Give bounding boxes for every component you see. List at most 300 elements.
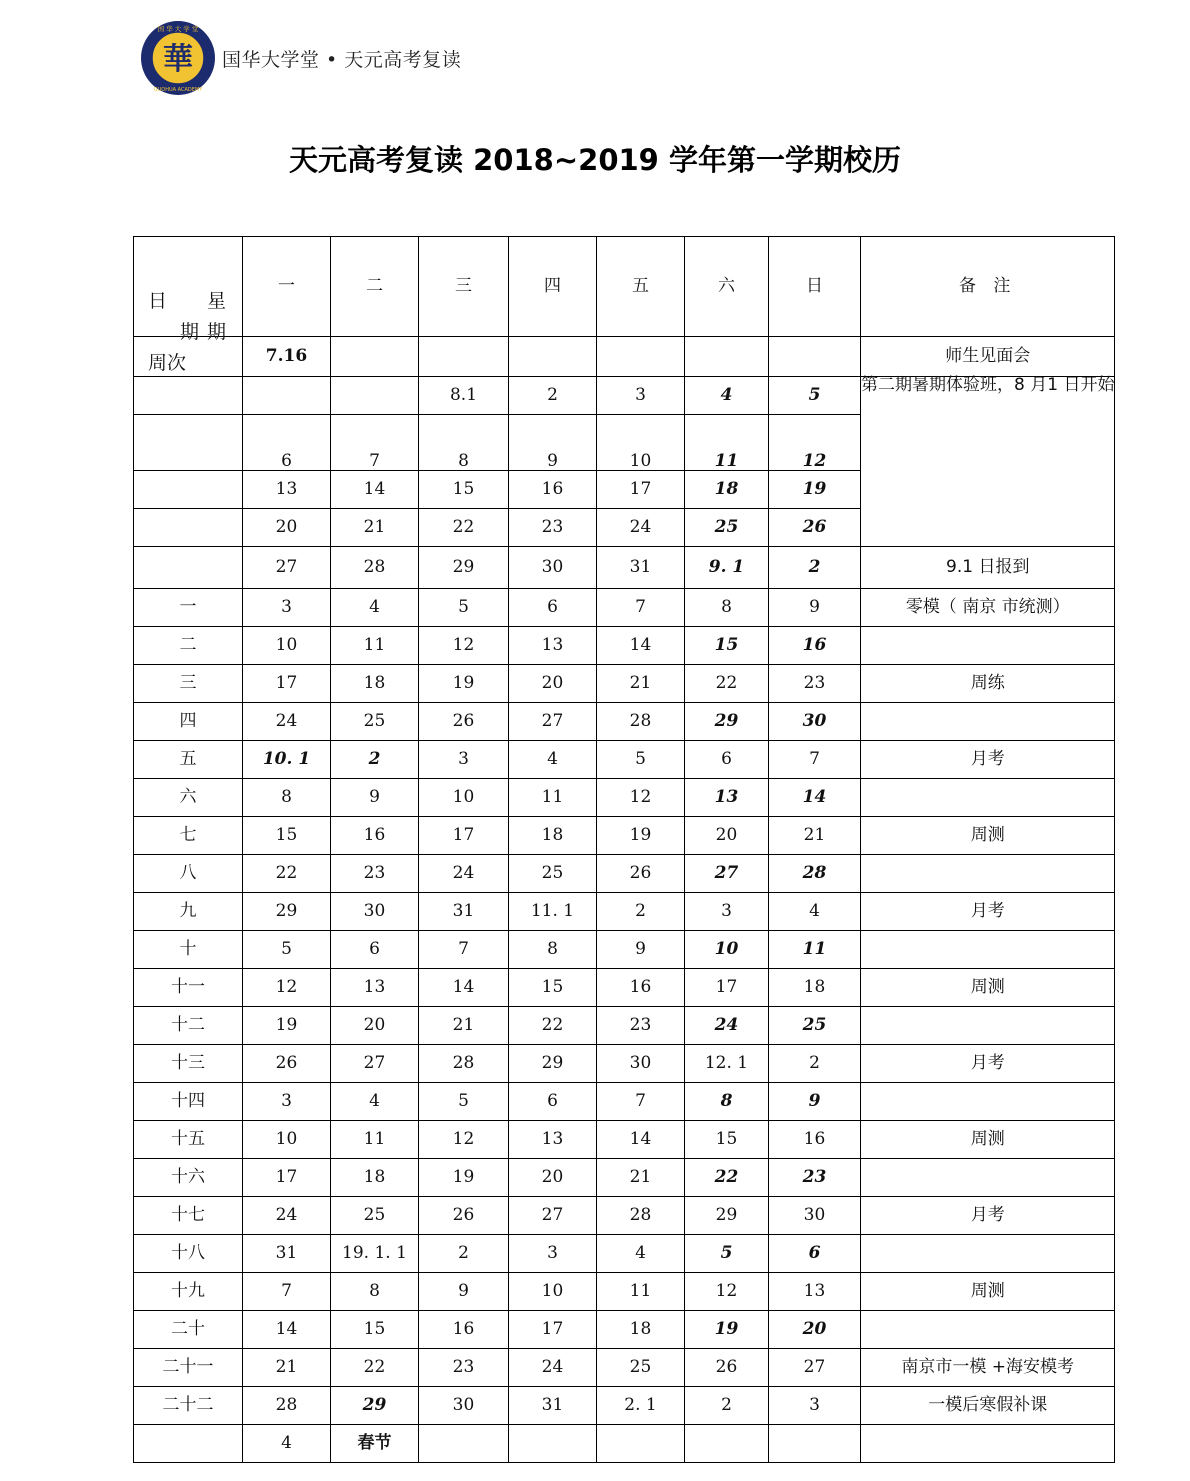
corner-label-qi2: 期 [207, 320, 227, 343]
date-cell: 29 [509, 1045, 597, 1083]
date-cell: 29 [419, 547, 509, 589]
date-cell: 11 [597, 1273, 685, 1311]
date-cell: 17 [243, 665, 331, 703]
remark-header: 备 注 [861, 237, 1115, 337]
date-cell: 9 [331, 779, 419, 817]
week-number-cell [134, 471, 243, 509]
date-cell: 11 [331, 1121, 419, 1159]
date-cell: 12 [769, 415, 861, 471]
date-cell: 26 [769, 509, 861, 547]
week-number-cell [134, 415, 243, 471]
date-cell: 10 [419, 779, 509, 817]
date-cell: 24 [243, 703, 331, 741]
remark-cell [861, 855, 1115, 893]
date-cell: 10 [243, 627, 331, 665]
date-cell: 25 [685, 509, 769, 547]
date-cell: 15 [243, 817, 331, 855]
date-cell: 10 [685, 931, 769, 969]
date-cell: 2 [419, 1235, 509, 1273]
date-cell: 17 [419, 817, 509, 855]
remark-cell: 南京市一模 +海安模考 [861, 1349, 1115, 1387]
date-cell: 27 [331, 1045, 419, 1083]
remark-cell: 周练 [861, 665, 1115, 703]
date-cell: 11. 1 [509, 893, 597, 931]
corner-label-zhouci: 周次 [148, 351, 187, 374]
date-cell: 8.1 [419, 377, 509, 415]
date-cell: 13 [243, 471, 331, 509]
date-cell: 19 [597, 817, 685, 855]
table-row [134, 779, 1115, 817]
date-cell: 25 [331, 1197, 419, 1235]
table-row [134, 377, 1115, 415]
date-cell: 12 [685, 1273, 769, 1311]
week-number-cell: 八 [134, 855, 243, 893]
date-cell: 20 [685, 817, 769, 855]
date-cell: 11 [331, 627, 419, 665]
date-cell [769, 337, 861, 377]
date-cell: 31 [419, 893, 509, 931]
date-cell: 23 [331, 855, 419, 893]
week-number-cell [134, 1425, 243, 1463]
date-cell: 27 [769, 1349, 861, 1387]
date-cell: 7 [597, 589, 685, 627]
date-cell: 17 [509, 1311, 597, 1349]
date-cell: 12 [419, 627, 509, 665]
date-cell: 23 [509, 509, 597, 547]
table-row [134, 1045, 1115, 1083]
date-cell: 6 [769, 1235, 861, 1273]
date-cell: 19 [419, 665, 509, 703]
week-number-cell: 十六 [134, 1159, 243, 1197]
week-number-cell: 十八 [134, 1235, 243, 1273]
remark-cell: 月考 [861, 741, 1115, 779]
date-cell: 9 [597, 931, 685, 969]
table-row [134, 1387, 1115, 1425]
corner-label-qi: 期 [180, 320, 200, 343]
date-cell: 3 [769, 1387, 861, 1425]
date-cell: 27 [509, 703, 597, 741]
school-seal-logo-icon [140, 20, 216, 96]
date-cell: 2 [597, 893, 685, 931]
date-cell: 20 [769, 1311, 861, 1349]
date-cell: 18 [331, 665, 419, 703]
date-cell [331, 337, 419, 377]
date-cell: 13 [769, 1273, 861, 1311]
remark-cell [861, 931, 1115, 969]
date-cell: 6 [509, 589, 597, 627]
date-cell: 22 [331, 1349, 419, 1387]
week-number-cell: 三 [134, 665, 243, 703]
remark-cell: 周测 [861, 969, 1115, 1007]
date-cell: 25 [597, 1349, 685, 1387]
date-cell: 28 [243, 1387, 331, 1425]
date-cell [243, 377, 331, 415]
org-name: 国华大学堂 • 天元高考复读 [222, 48, 462, 71]
date-cell: 18 [769, 969, 861, 1007]
remark-cell: 月考 [861, 893, 1115, 931]
table-row [134, 1425, 1115, 1463]
table-row [134, 1235, 1115, 1273]
date-cell: 7 [331, 415, 419, 471]
date-cell: 7 [243, 1273, 331, 1311]
week-number-cell: 六 [134, 779, 243, 817]
remark-cell: 9.1 日报到 [861, 547, 1115, 589]
date-cell: 10 [597, 415, 685, 471]
date-cell: 30 [769, 1197, 861, 1235]
date-cell: 8 [685, 589, 769, 627]
date-cell: 18 [685, 471, 769, 509]
date-cell: 12 [419, 1121, 509, 1159]
remark-cell: 周测 [861, 817, 1115, 855]
date-cell: 29 [331, 1387, 419, 1425]
date-cell: 4 [331, 589, 419, 627]
svg-text:華: 華 [163, 42, 193, 77]
date-cell: 2 [769, 547, 861, 589]
table-row [134, 817, 1115, 855]
week-number-cell [134, 547, 243, 589]
date-cell: 30 [597, 1045, 685, 1083]
date-cell: 25 [509, 855, 597, 893]
date-cell: 27 [509, 1197, 597, 1235]
week-number-cell: 四 [134, 703, 243, 741]
date-cell: 26 [419, 1197, 509, 1235]
date-cell: 9. 1 [685, 547, 769, 589]
week-number-cell: 二十一 [134, 1349, 243, 1387]
date-cell: 16 [597, 969, 685, 1007]
date-cell: 2 [685, 1387, 769, 1425]
remark-cell [861, 627, 1115, 665]
date-cell [597, 337, 685, 377]
date-cell: 13 [509, 627, 597, 665]
week-number-cell: 二十 [134, 1311, 243, 1349]
date-cell: 4 [685, 377, 769, 415]
date-cell: 6 [243, 415, 331, 471]
date-cell: 8 [243, 779, 331, 817]
date-cell: 16 [509, 471, 597, 509]
date-cell: 2 [509, 377, 597, 415]
date-cell: 5 [597, 741, 685, 779]
remark-cell: 第二期暑期体验班，8 月1 日开始 [861, 377, 1115, 547]
week-number-cell: 十一 [134, 969, 243, 1007]
week-number-cell: 九 [134, 893, 243, 931]
table-row [134, 893, 1115, 931]
date-cell: 13 [331, 969, 419, 1007]
date-cell: 12. 1 [685, 1045, 769, 1083]
date-cell: 25 [769, 1007, 861, 1045]
date-cell: 8 [685, 1083, 769, 1121]
week-number-cell: 十二 [134, 1007, 243, 1045]
date-cell: 22 [419, 509, 509, 547]
date-cell [419, 337, 509, 377]
date-cell: 2 [331, 741, 419, 779]
date-cell: 22 [685, 1159, 769, 1197]
date-cell: 18 [509, 817, 597, 855]
week-number-cell: 七 [134, 817, 243, 855]
date-cell: 24 [597, 509, 685, 547]
date-cell: 26 [685, 1349, 769, 1387]
week-number-cell: 十四 [134, 1083, 243, 1121]
date-cell: 24 [509, 1349, 597, 1387]
date-cell: 13 [509, 1121, 597, 1159]
date-cell: 15 [685, 1121, 769, 1159]
date-cell: 31 [509, 1387, 597, 1425]
date-cell: 9 [419, 1273, 509, 1311]
date-cell: 23 [419, 1349, 509, 1387]
remark-cell [861, 1425, 1115, 1463]
date-cell: 31 [243, 1235, 331, 1273]
remark-cell: 一模后寒假补课 [861, 1387, 1115, 1425]
date-cell [509, 337, 597, 377]
remark-cell: 月考 [861, 1045, 1115, 1083]
date-cell: 13 [685, 779, 769, 817]
date-cell: 23 [769, 665, 861, 703]
date-cell: 10 [509, 1273, 597, 1311]
table-row [134, 1273, 1115, 1311]
week-number-cell: 十三 [134, 1045, 243, 1083]
corner-header-cell [134, 237, 243, 374]
date-cell: 6 [685, 741, 769, 779]
week-number-cell: 二十二 [134, 1387, 243, 1425]
remark-cell: 周测 [861, 1121, 1115, 1159]
date-cell: 21 [597, 665, 685, 703]
date-cell: 5 [243, 931, 331, 969]
remark-cell [861, 1235, 1115, 1273]
date-cell: 9 [509, 415, 597, 471]
date-cell: 15 [331, 1311, 419, 1349]
date-cell: 14 [597, 1121, 685, 1159]
date-cell: 4 [331, 1083, 419, 1121]
table-row [134, 855, 1115, 893]
date-cell: 22 [509, 1007, 597, 1045]
date-cell: 23 [769, 1159, 861, 1197]
document-header [140, 18, 461, 98]
date-cell [331, 377, 419, 415]
date-cell: 14 [597, 627, 685, 665]
date-cell: 26 [243, 1045, 331, 1083]
table-row [134, 547, 1115, 589]
date-cell [685, 1425, 769, 1463]
week-number-cell: 十九 [134, 1273, 243, 1311]
corner-label-day: 日 [148, 289, 168, 312]
date-cell: 14 [419, 969, 509, 1007]
date-cell: 21 [597, 1159, 685, 1197]
week-number-cell: 十 [134, 931, 243, 969]
date-cell: 31 [597, 547, 685, 589]
date-cell: 9 [769, 589, 861, 627]
date-cell: 19 [243, 1007, 331, 1045]
date-cell: 14 [243, 1311, 331, 1349]
date-cell: 4 [243, 1425, 331, 1463]
date-cell: 20 [509, 665, 597, 703]
date-cell: 28 [597, 703, 685, 741]
date-cell: 30 [509, 547, 597, 589]
date-cell: 11 [685, 415, 769, 471]
remark-cell: 师生见面会 [861, 337, 1115, 377]
date-cell: 20 [331, 1007, 419, 1045]
date-cell: 4 [509, 741, 597, 779]
table-row [134, 627, 1115, 665]
school-calendar-table [133, 236, 1115, 1463]
svg-text:GUOHUA ACADEMY: GUOHUA ACADEMY [153, 87, 203, 93]
date-cell: 4 [597, 1235, 685, 1273]
date-cell: 7 [419, 931, 509, 969]
date-cell: 30 [331, 893, 419, 931]
date-cell: 19. 1. 1 [331, 1235, 419, 1273]
table-row [134, 1159, 1115, 1197]
date-cell: 24 [685, 1007, 769, 1045]
date-cell: 16 [331, 817, 419, 855]
date-cell: 17 [597, 471, 685, 509]
remark-cell [861, 779, 1115, 817]
date-cell: 18 [331, 1159, 419, 1197]
date-cell: 3 [509, 1235, 597, 1273]
date-cell: 春节 [331, 1425, 419, 1463]
date-cell: 10. 1 [243, 741, 331, 779]
date-cell: 5 [685, 1235, 769, 1273]
date-cell [509, 1425, 597, 1463]
date-cell: 29 [243, 893, 331, 931]
week-number-cell: 十七 [134, 1197, 243, 1235]
date-cell: 16 [769, 1121, 861, 1159]
table-row [134, 1311, 1115, 1349]
date-cell: 11 [769, 931, 861, 969]
date-cell: 21 [419, 1007, 509, 1045]
remark-cell [861, 1311, 1115, 1349]
date-cell: 17 [243, 1159, 331, 1197]
date-cell: 7 [597, 1083, 685, 1121]
remark-cell [861, 1159, 1115, 1197]
day-header-6: 六 [685, 237, 769, 337]
date-cell: 8 [419, 415, 509, 471]
date-cell: 28 [331, 547, 419, 589]
table-row [134, 931, 1115, 969]
date-cell: 2 [769, 1045, 861, 1083]
date-cell: 23 [597, 1007, 685, 1045]
week-number-cell [134, 377, 243, 415]
week-number-cell: 一 [134, 589, 243, 627]
header-row [134, 237, 1115, 337]
date-cell: 28 [419, 1045, 509, 1083]
date-cell: 20 [509, 1159, 597, 1197]
date-cell: 15 [509, 969, 597, 1007]
date-cell: 17 [685, 969, 769, 1007]
date-cell: 20 [243, 509, 331, 547]
date-cell: 28 [597, 1197, 685, 1235]
date-cell: 27 [243, 547, 331, 589]
table-row [134, 589, 1115, 627]
table-row [134, 741, 1115, 779]
day-header-1: 一 [243, 237, 331, 337]
remark-cell [861, 1007, 1115, 1045]
week-number-cell: 十五 [134, 1121, 243, 1159]
date-cell: 26 [597, 855, 685, 893]
remark-cell [861, 1083, 1115, 1121]
date-cell: 28 [769, 855, 861, 893]
remark-cell [861, 703, 1115, 741]
date-cell: 9 [769, 1083, 861, 1121]
remark-cell: 月考 [861, 1197, 1115, 1235]
date-cell: 24 [419, 855, 509, 893]
date-cell: 3 [685, 893, 769, 931]
date-cell [769, 1425, 861, 1463]
date-cell: 16 [419, 1311, 509, 1349]
date-cell: 22 [243, 855, 331, 893]
date-cell: 6 [331, 931, 419, 969]
date-cell: 11 [509, 779, 597, 817]
date-cell: 5 [419, 589, 509, 627]
date-cell: 19 [769, 471, 861, 509]
corner-label-xing: 星 [207, 289, 227, 312]
date-cell [597, 1425, 685, 1463]
day-header-3: 三 [419, 237, 509, 337]
table-row [134, 1349, 1115, 1387]
date-cell: 21 [243, 1349, 331, 1387]
date-cell: 21 [331, 509, 419, 547]
day-header-5: 五 [597, 237, 685, 337]
date-cell [419, 1425, 509, 1463]
date-cell: 26 [419, 703, 509, 741]
date-cell: 7 [769, 741, 861, 779]
date-cell: 19 [685, 1311, 769, 1349]
table-row [134, 1007, 1115, 1045]
date-cell: 14 [331, 471, 419, 509]
date-cell: 21 [769, 817, 861, 855]
date-cell: 3 [243, 589, 331, 627]
date-cell: 15 [419, 471, 509, 509]
date-cell: 29 [685, 1197, 769, 1235]
date-cell: 2. 1 [597, 1387, 685, 1425]
date-cell: 3 [243, 1083, 331, 1121]
table-row [134, 1083, 1115, 1121]
date-cell: 22 [685, 665, 769, 703]
date-cell: 8 [331, 1273, 419, 1311]
table-row [134, 1197, 1115, 1235]
date-cell: 10 [243, 1121, 331, 1159]
date-cell: 6 [509, 1083, 597, 1121]
day-header-2: 二 [331, 237, 419, 337]
date-cell: 25 [331, 703, 419, 741]
date-cell: 5 [769, 377, 861, 415]
date-cell: 16 [769, 627, 861, 665]
svg-text:国 华 大 学 堂: 国 华 大 学 堂 [157, 25, 199, 33]
date-cell: 12 [243, 969, 331, 1007]
date-cell: 24 [243, 1197, 331, 1235]
table-row [134, 703, 1115, 741]
table-row [134, 337, 1115, 377]
date-cell: 19 [419, 1159, 509, 1197]
date-cell: 18 [597, 1311, 685, 1349]
date-cell: 5 [419, 1083, 509, 1121]
date-cell: 7.16 [243, 337, 331, 377]
date-cell: 3 [419, 741, 509, 779]
remark-cell: 周测 [861, 1273, 1115, 1311]
date-cell: 3 [597, 377, 685, 415]
date-cell: 12 [597, 779, 685, 817]
table-row [134, 665, 1115, 703]
day-header-4: 四 [509, 237, 597, 337]
page-title: 天元高考复读 2018~2019 学年第一学期校历 [289, 143, 901, 177]
date-cell: 15 [685, 627, 769, 665]
week-number-cell [134, 509, 243, 547]
date-cell: 29 [685, 703, 769, 741]
date-cell: 4 [769, 893, 861, 931]
remark-cell: 零模（ 南京 市统测） [861, 589, 1115, 627]
date-cell: 30 [419, 1387, 509, 1425]
date-cell [685, 337, 769, 377]
date-cell: 14 [769, 779, 861, 817]
date-cell: 30 [769, 703, 861, 741]
week-number-cell: 二 [134, 627, 243, 665]
